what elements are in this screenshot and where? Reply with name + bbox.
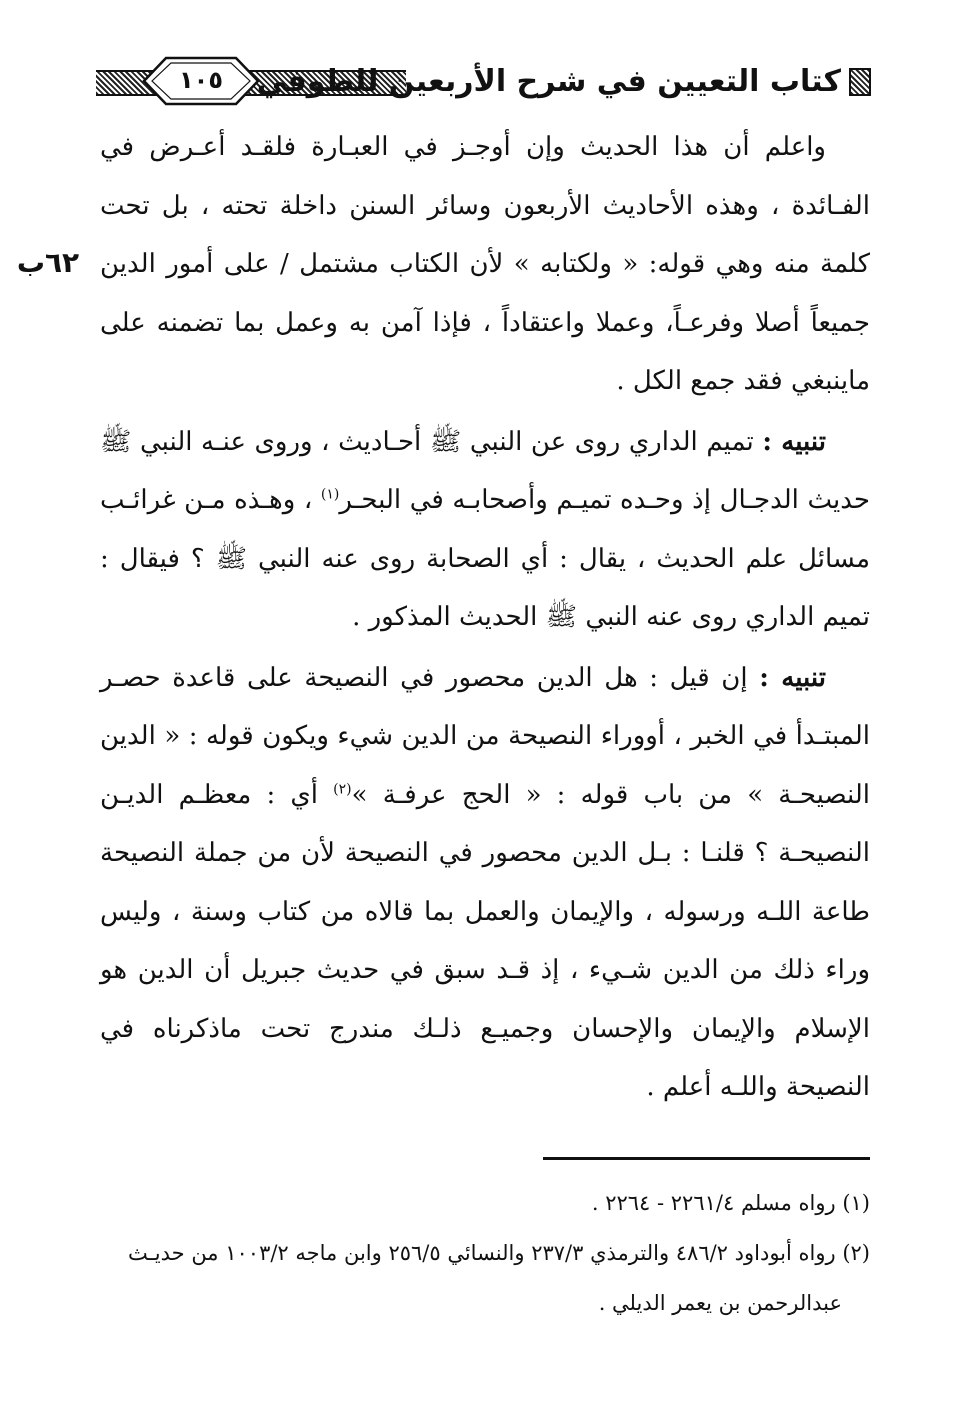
footnote-2: (٢) رواه أبوداود ٤٨٦/٢ والترمذي ٢٣٧/٣ والنسائي ٢٥٦/٥ وابن ماجه ١٠٠٣/٢ من حديـث bbox=[128, 1241, 870, 1265]
main-text bbox=[100, 118, 870, 1119]
header-ornament-mark bbox=[849, 68, 871, 96]
page-number: ١٠٥ bbox=[179, 66, 223, 94]
footnote-ref-2: (٢) bbox=[333, 780, 352, 797]
footnote-ref-1: (١) bbox=[320, 486, 340, 503]
note-heading: تنبيه : bbox=[759, 662, 826, 693]
footnote-1: (١) رواه مسلم ٢٢٦١/٤ - ٢٢٦٤ . bbox=[591, 1191, 870, 1215]
running-title: كتاب التعيين في شرح الأربعين للطوفي bbox=[256, 64, 841, 99]
paragraph-3 bbox=[100, 649, 870, 1117]
manuscript-folio-note: ٦٢ب bbox=[16, 246, 80, 279]
paragraph-2-text-a: تميم الداري روى عن النبي ﷺ أحـاديث ، وروى عنـه النبي ﷺ حديث الدجـال إذ وحـده تميـم وأصحابـه في البحـر bbox=[100, 426, 870, 515]
footnote-separator bbox=[543, 1157, 870, 1160]
paragraph-2-text-b: ، وهـذه مـن غرائـب مسائل علم الحديث ، يقال : أي الصحابة روى عنه النبي ﷺ ؟ فيقال : تميم الداري روى عنه النبي ﷺ الحديث المذكور . bbox=[100, 485, 870, 632]
paragraph-3-text-a: إن قيل : هل الدين محصور في النصيحة على قاعدة حصـر المبتـدأ في الخبر ، أووراء النصيحة من الدين شيء ويكون قوله : « الدين النصيحـة » من باب قوله : « الحج عرفـة » bbox=[100, 662, 870, 810]
paragraph-2 bbox=[100, 413, 870, 647]
footnotes bbox=[100, 1178, 870, 1328]
paragraph-3-text-b: أي : معظـم الديـن النصيحـة ؟ قلنـا : بـل الدين محصور في النصيحة لأن من جملة النصيحة طاعة اللـه ورسوله ، والإيمان والعمل بما قالاه من كتاب وسنة ، وليس وراء ذلك من الدين شـيء ، إذ قـد سبق في حديث جبريل أن الدين هو الإسلام والإيمان والإحسان وجميـع ذلـك مندرج تحت ماذكرناه في النصيحة واللـه أعلم . bbox=[100, 779, 870, 1102]
note-heading: تنبيه : bbox=[762, 426, 826, 457]
footnote-2-continuation: عبدالرحمن بن يعمر الديلي . bbox=[598, 1291, 842, 1315]
paragraph-1: واعلم أن هذا الحديث وإن أوجـز في العبـارة فلقـد أعـرض في الفـائدة ، وهذه الأحاديث الأربعون وسائر السنن داخلة تحته ، بل تحت كلمة منه وهي قوله: « ولكتابه » لأن الكتاب مشتمل / على أمور الدين جميعاً أصلا وفرعـاً، وعملا واعتقاداً ، فإذا آمن به وعمل بما تضمنه على ماينبغي فقد جمع الكل . bbox=[100, 132, 870, 396]
page-header bbox=[96, 50, 871, 114]
